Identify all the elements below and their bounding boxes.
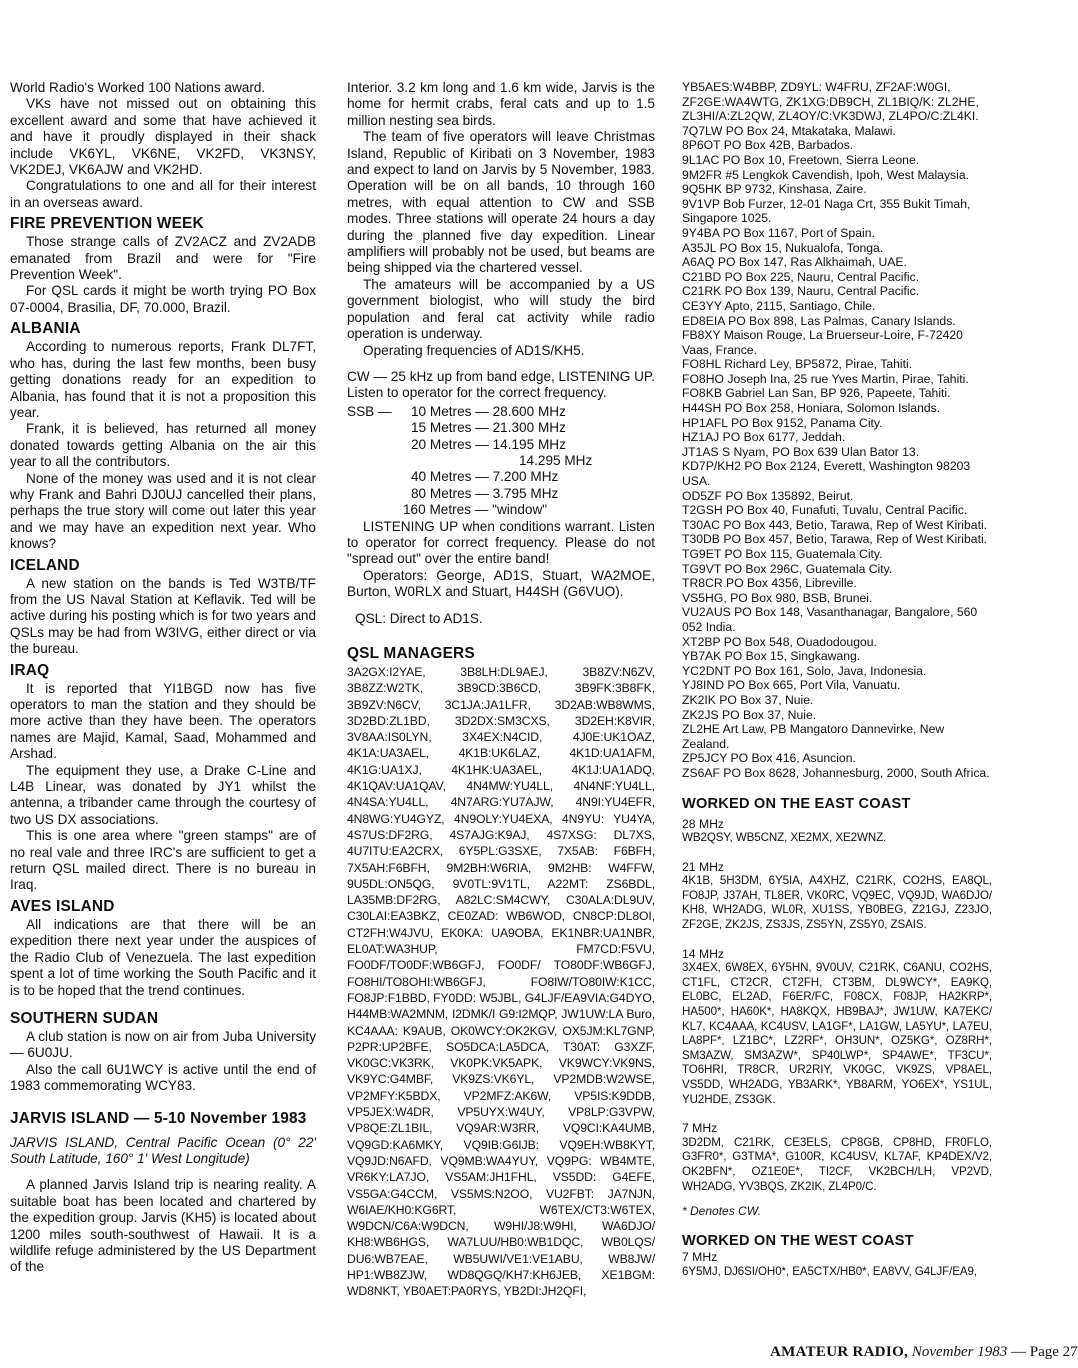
qsl-address-entry: TG9ET PO Box 115, Guatemala City.: [682, 547, 883, 561]
iraq-paragraph: This is one area where "green stamps" are of no real vale and three IRC's are sufficient to get a return QSL mailed direct. There is no bureau in Iraq.: [10, 828, 316, 893]
frequency-entry: 14.295 MHz: [519, 452, 593, 468]
qsl-address-entry: TG9VT PO Box 296C, Guatemala City.: [682, 561, 893, 576]
jarvis-paragraph: Operating frequencies of AD1S/KH5.: [363, 342, 585, 358]
band-label-28mhz: 28 MHz: [682, 816, 724, 831]
section-heading-southern-sudan: SOUTHERN SUDAN: [10, 1009, 159, 1027]
qsl-address-entry: T2GSH PO Box 40, Funafuti, Tuvalu, Central Pacific.: [682, 503, 968, 518]
column-right: [682, 80, 992, 1279]
qsl-address-entry: 9Y4BA PO Box 1167, Port of Spain.: [682, 225, 875, 240]
jarvis-subtitle: JARVIS ISLAND, Central Pacific Ocean (0° 22' South Latitude, 160° 1' West Longitude): [10, 1134, 316, 1166]
iraq-paragraph: It is reported that YI1BGD now has five operators to man the station and they should be more active than they have been. The operators names are Majid, Kamal, Saad, Mohammed and Arshad.: [10, 680, 316, 762]
east-28-calls: WB2QSY, WB5CNZ, XE2MX, XE2WNZ.: [682, 831, 887, 845]
jarvis-paragraph: The amateurs will be accompanied by a US government biologist, who will study the bird population and feral cat activity while radio operation is underway.: [347, 276, 655, 342]
qsl-address-entry: VS5HG, PO Box 980, BSB, Brunei.: [682, 590, 873, 605]
albania-paragraph: Frank, it is believed, has returned all money donated towards getting Albania on the air this year to all the contributors.: [10, 421, 316, 470]
iceland-paragraph: A new station on the bands is Ted W3TB/TF from the US Naval Station at Keflavik. Ted will be active during his posting which is for two years and QSLs may be had from W3IVG, either direct or via the bureau.: [10, 575, 317, 657]
east-7-calls: 3D2DM, C21RK, CE3ELS, CP8GB, CP8HD, FR0FLO, G3FR0*, G3TMA*, G100R, KC4USV, KL7AF, KP4DEX/V2, OK2BFN*, OZ1E0E*, TI2CF, VK2BCH/LH, VP2VD, WH2ADG, YV3BQS, ZK2IK, ZL4P0/C.: [682, 1135, 992, 1193]
qsl-address-entry: 7Q7LW PO Box 24, Mtakataka, Malawi.: [682, 123, 896, 138]
qsl-address-entry: YB7AK PO Box 15, Singkawang.: [682, 649, 861, 664]
qsl-address-entry: A35JL PO Box 15, Nukualofa, Tonga.: [682, 240, 884, 255]
qsl-address-entry: FB8XY Maison Rouge, La Bruerseur-Loire, F-72420 Vaas, France.: [682, 328, 963, 357]
sudan-paragraph: Also the call 6U1WCY is active until the end of 1983 commemorating WCY83.: [10, 1061, 316, 1094]
iraq-paragraph: The equipment they use, a Drake C-Line and L4B Linear, was donated by JY1 whilst the antenna, a tribander came through the courtesy of two US DX associations.: [10, 762, 316, 827]
frequency-entry: 20 Metres — 14.195 MHz: [411, 436, 566, 452]
page-number: — Page 27: [1011, 1344, 1078, 1360]
qsl-address-entry: XT2BP PO Box 548, Ouadodougou.: [682, 634, 877, 649]
qsl-address-entry: ED8EIA PO Box 898, Las Palmas, Canary Islands.: [682, 313, 956, 328]
intro-paragraph: World Radio's Worked 100 Nations award.: [10, 80, 266, 95]
qsl-address-entry: 9V1VP Bob Furzer, 12-01 Naga Crt, 355 Bukit Timah, Singapore 1025.: [682, 196, 971, 226]
section-heading-qsl-managers: QSL MANAGERS: [347, 645, 475, 662]
intro-paragraph: Congratulations to one and all for their interest in an overseas award.: [10, 178, 316, 210]
page-footer: [770, 1344, 1078, 1361]
band-label-7mhz: 7 MHz: [682, 1250, 718, 1265]
qsl-address-entry: ZL2HE Art Law, PB Mangatoro Dannevirke, New Zealand.: [682, 722, 945, 751]
section-heading-jarvis-island: JARVIS ISLAND — 5-10 November 1983: [10, 1109, 307, 1127]
frequency-entry: 80 Metres — 3.795 MHz: [411, 485, 559, 501]
qsl-address-entry: YC2DNT PO Box 161, Solo, Java, Indonesia.: [682, 663, 927, 678]
qsl-address-entry: C21BD PO Box 225, Nauru, Central Pacific.: [682, 269, 920, 284]
ssb-label: SSB —: [347, 403, 392, 419]
sudan-paragraph: A club station is now on air from Juba University — 6U0JU.: [10, 1028, 316, 1061]
qsl-managers-list-continued: YB5AES:W4BBP, ZD9YL: W4FRU, ZF2AF:W0GI, ZF2GE:WA4WTG, ZK1XG:DB9CH, ZL1BIQ/K: ZL2HE, ZL3HI/A:ZL2QW, ZL4OY/C:VK3DWJ, ZL4PO/C:ZL4KI.: [682, 80, 979, 124]
west-7-calls: 6Y5MJ, DJ6SI/OH0*, EA5CTX/HB0*, EA8VV, G4LJF/EA9,: [682, 1264, 977, 1278]
qsl-address-entry: ZK2JS PO Box 37, Nuie.: [682, 707, 817, 722]
qsl-address-entry: FO8HL Richard Ley, BP5872, Pirae, Tahiti.: [682, 357, 913, 372]
qsl-address-entry: FO8KB Gabriel Lan San, BP 926, Papeete, Tahiti.: [682, 386, 951, 401]
qsl-address-entry: ZP5JCY PO Box 416, Asuncion.: [682, 751, 856, 766]
qsl-address-entry: 9Q5HK BP 9732, Kinshasa, Zaire.: [682, 182, 867, 197]
fire-paragraph: For QSL cards it might be worth trying PO Box 07-0004, Brasilia, DF, 70.000, Brazil.: [10, 283, 316, 315]
section-heading-fire-prevention: FIRE PREVENTION WEEK: [10, 215, 204, 233]
band-label-14mhz: 14 MHz: [682, 946, 724, 961]
qsl-address-entry: ZS6AF PO Box 8628, Johannesburg, 2000, South Africa.: [682, 765, 990, 780]
qsl-address-entry: TR8CR PO Box 4356, Libreville.: [682, 576, 857, 591]
qsl-address-entry: C21RK PO Box 139, Nauru, Central Pacific.: [682, 284, 920, 299]
qsl-address-entry: 9L1AC PO Box 10, Freetown, Sierra Leone.: [682, 152, 920, 167]
section-heading-iceland: ICELAND: [10, 556, 80, 574]
frequency-entry: 160 Metres — "window": [403, 502, 548, 518]
qsl-address-entry: FO8HO Joseph Ina, 25 rue Yves Martin, Pirae, Tahiti.: [682, 371, 969, 386]
cw-footnote: * Denotes CW.: [682, 1204, 761, 1219]
jarvis-paragraph: Interior. 3.2 km long and 1.6 km wide, Jarvis is the home for hermit crabs, feral cats and up to 1.5 million nesting sea birds.: [347, 80, 655, 128]
aves-paragraph: All indications are that there will be an expedition there next year under the auspices of the Radio Club of Venezuela. The last expedition spent a lot of time working the South Pacific and it is to be hoped that the trend continues.: [10, 916, 316, 998]
qsl-address-entry: HP1AFL PO Box 9152, Panama City.: [682, 415, 883, 430]
qsl-direct: QSL: Direct to AD1S.: [355, 610, 483, 626]
qsl-address-entry: T30AC PO Box 443, Betio, Tarawa, Rep of West Kiribati.: [682, 517, 988, 532]
albania-paragraph: According to numerous reports, Frank DL7FT, who has, during the last few months, been busy getting donations ready for an expedition to Albania, has found that it is not a proposition this year.: [10, 339, 316, 420]
jarvis-paragraph: The team of five operators will leave Christmas Island, Republic of Kiribati on 3 November, 1983 and expect to land on Jarvis by 5 November, 1983. Operation will be on all bands, 10 through 160 metres, with equal attention to CW and SSB modes. Three stations will operate 24 hours a day during the planned five day expedition. Linear amplifiers will probably not be used, but beams are being shipped via the chartered vessel.: [347, 129, 655, 276]
qsl-managers-list: 3A2GX:I2YAE, 3B8LH:DL9AEJ, 3B8ZV:N6ZV, 3B8ZZ:W2TK, 3B9CD:3B6CD, 3B9FK:3B8FK, 3B9ZV:N6CV, 3C1JA:JA1LFR, 3D2AB:WB8WMS, 3D2BD:ZL1BD, 3D2DX:SM3CXS, 3D2EH:K8VIR, 3V8AA:IS0LYN, 3X4EX:N4CID, 4J0E:UK1OAZ, 4K1A:UA3AEL, 4K1B:UK6LAZ, 4K1D:UA1AFM, 4K1G:UA1XJ, 4K1HK:UA3AEL, 4K1J:UA1ADQ, 4K1QAV:UA1QAV, 4N4MW:YU4LL, 4N4NF:YU4LL, 4N4SA:YU4LL, 4N7ARG:YU7AJW, 4N9I:YU4EFR, 4N8WG:YU4GYZ, 4N9OLY:YU4EXA, 4N9YU: YU4YA, 4S7US:DF2RG, 4S7AJG:K9AJ, 4S7XSG: DL7XS, 4U7ITU:EA2CRX, 6Y5PL:G3SXE, 7X5AB: F6BFH, 7X5AH:F6BFH, 9M2BH:W6RIA, 9M2HB: W4FFW, 9U5DL:ON5QG, 9V0TL:9V1TL, A22MT: ZS6BDL, LA35MB:DF2RG, A82LC:SM4CWY, C30ALA:DL9UV, C30LAI:EA3BKZ, CE0ZAD: WB6WOD, CN8CP:DL8OI, CT2FH:W4JVU, EK0KA: UA9OBA, EK1NBR:UA1NBR, EL0AT:WA3HUP, FM7CD:F5VU, FO0DF/TO0DF:WB6GFJ, FO0DF/ TO80DF:WB6GFJ, FO8HI/TO8OHI:WB6GFJ, FO8IW/TO80IW:K1CC, FO8JP:F1BBD, FY0DD: W5JBL, G4LJF/EA9VIA:G4DYO, H44MB:WA2MNM, I2DMK/I G9:I2MQP, JW1UW:LA Buro, KC4AAA: K9AUB, OK0WCY:OK2KGV, OX5JM:KL7GNP, P2PR:UP2BFE, SO5DCA:LA5DCA, T30AT: G3XZF, VK0GC:VK3RK, VK0PK:VK5APK, VK9WCY:VK9NS, VK9YC:G4MBF, VK9ZS:VK6YL, VP2MDB:W2WSE, VP2MFY:K5BDX, VP2MFZ:AK6W, VP5IS:K9DDB, VP5JEX:W4DR, VP5UYX:W4UY, VP8LP:G3VPW, VP8QE:ZL1BIL, VQ9AR:W3RR, VQ9CI:KA4UMB, VQ9GD:KA6MKY, VQ9IB:G6IJB: VQ9EH:WB8KYT, VQ9JD:N6AFD, VQ9MB:WA4YUY, VQ9PG: WB4MTE, VR6KY:LA7JO, VS5AM:JH1FHL, VS5DD: G4EFE, VS5GA:G4CCM, VS5MS:N2OO, VU2FBT: JA7NJN, W6IAE/KH0:KG6RT, W6TEX/CT3:W6TEX, W9DCN/C6A:W9DCN, W9HI/J8:W9HI, WA6DJO/ KH8:WB6HGS, WA7LUU/HB0:WB1DQC, WB0LQS/ DU6:WB7EAE, WB5UWI/VE1:VE1ABU, WB8JW/ HP1:WB8ZJW, WD8QGQ/KH7:KH6JEB, XE1BGM: WD8NKT, YB0AET:PA0RYS, YB2DI:JH2QFI,: [347, 665, 655, 1299]
qsl-address-entry: ZK2IK PO Box 37, Nuie.: [682, 692, 814, 707]
qsl-address-entry: OD5ZF PO Box 135892, Beirut.: [682, 488, 854, 503]
qsl-address-entry: A6AQ PO Box 147, Ras Alkhaimah, UAE.: [682, 255, 907, 270]
east-14-calls: 3X4EX, 6W8EX, 6Y5HN, 9V0UV, C21RK, C6ANU, CO2HS, CT1FL, CT2CR, CT2FH, CT3BM, DL9WCY*, EA9KQ, EL0BC, EL2AD, F6ER/FC, F08CX, F08JP, HA2KRP*, HA500*, HA60K*, HA8KQX, HB9BAJ*, JW1UW, KA7EKC/ KL7, KC4AAA, KC4USV, LA1GF*, LA1GW, LA5YU*, LA7EU, LA8PF*, LZ1BC*, LZ2RF*, OH3UN*, OZ5KG*, OZ8RH*, SM3AZW, SM3AZW*, SP40LWP*, SP4AWE*, TF3CU*, TO6HRI, TR8CR, UR2RIY, VK0GC, VK9ZS, VP8AEL, VS5DD, WH2ADG, YB3ARK*, YB8ARM, YO6EX*, YS1UL, YU2HDE, ZS3GK.: [682, 961, 992, 1106]
east-21-calls: 4K1B, 5H3DM, 6Y5IA, A4XHZ, C21RK, CO2HS, EA8QL, FO8JP, J37AH, TL8ER, VK0RC, VQ9EC, VQ9JD, WA6DJO/ KH8, WH2ADG, WL0R, XU1SS, YB0BEG, Z21GJ, Z23JO, ZF2GE, ZK2JS, ZS3JS, ZS5YN, ZS5Y0, ZSAIS.: [682, 874, 992, 932]
issue-date: November 1983: [911, 1344, 1008, 1360]
section-heading-aves-island: AVES ISLAND: [10, 897, 115, 915]
frequency-entry: 10 Metres — 28.600 MHz: [411, 403, 566, 419]
band-label-7mhz: 7 MHz: [682, 1121, 718, 1136]
column-middle: [347, 80, 655, 1300]
qsl-address-entry: VU2AUS PO Box 148, Vasanthanagar, Bangalore, 560 052 India.: [682, 605, 978, 634]
qsl-address-entry: HZ1AJ PO Box 6177, Jeddah.: [682, 430, 846, 445]
albania-paragraph: None of the money was used and it is not clear why Frank and Bahri DJ0UJ cancelled their plans, perhaps the true story will come out later this year and we may have an expedition next year. Who knows?: [10, 470, 316, 552]
operators-paragraph: Operators: George, AD1S, Stuart, WA2MOE, Burton, W0RLX and Stuart, H44SH (G6VUO).: [347, 567, 655, 600]
ssb-frequency-table: [347, 404, 655, 519]
qsl-address-entry: T30DB PO Box 457, Betio, Tarawa, Rep of West Kiribati.: [682, 532, 988, 547]
qsl-address-entry: YJ8IND PO Box 665, Port Vila, Vanuatu.: [682, 678, 901, 693]
section-heading-west-coast: WORKED ON THE WEST COAST: [682, 1233, 914, 1250]
section-heading-east-coast: WORKED ON THE EAST COAST: [682, 795, 911, 812]
intro-paragraph: VKs have not missed out on obtaining this excellent award and some that have achieved it and have it proudly displayed in their shack include VK6YL, VK6NE, VK2FD, VK3NSY, VK2DEJ, VK6AJW and VK2HD.: [10, 96, 316, 178]
fire-paragraph: Those strange calls of ZV2ACZ and ZV2ADB emanated from Brazil and were for "Fire Prevention Week".: [10, 234, 316, 283]
column-left: [10, 80, 316, 1276]
frequency-entry: 40 Metres — 7.200 MHz: [411, 469, 559, 485]
listening-note: LISTENING UP when conditions warrant. Listen to operator for correct frequency. Please do not "spread out" over the entire band!: [347, 518, 655, 567]
cw-info: CW — 25 kHz up from band edge, LISTENING UP. Listen to operator for the correct frequency.: [347, 368, 655, 401]
qsl-address-entry: KD7P/KH2 PO Box 2124, Everett, Washington 98203 USA.: [682, 459, 971, 489]
qsl-address-list: [682, 124, 992, 781]
section-heading-iraq: IRAQ: [10, 661, 50, 679]
section-heading-albania: ALBANIA: [10, 320, 81, 338]
qsl-address-entry: H44SH PO Box 258, Honiara, Solomon Islands.: [682, 401, 941, 416]
magazine-name: AMATEUR RADIO,: [770, 1344, 909, 1360]
qsl-address-entry: CE3YY Apto, 2115, Santiago, Chile.: [682, 298, 876, 313]
qsl-address-entry: JT1AS S Nyam, PO Box 639 Ulan Bator 13.: [682, 444, 920, 459]
qsl-address-entry: 9M2FR #5 Lengkok Cavendish, Ipoh, West Malaysia.: [682, 167, 970, 182]
band-label-21mhz: 21 MHz: [682, 859, 724, 874]
frequency-entry: 15 Metres — 21.300 MHz: [411, 420, 566, 436]
jarvis-paragraph: A planned Jarvis Island trip is nearing reality. A suitable boat has been located and chartered by the expedition group. Jarvis (KH5) is located about 1200 miles south-southwest of Hawaii. It is a wildlife refuge administered by the US Department of the: [10, 1177, 316, 1275]
qsl-address-entry: 8P6OT PO Box 42B, Barbados.: [682, 138, 854, 153]
